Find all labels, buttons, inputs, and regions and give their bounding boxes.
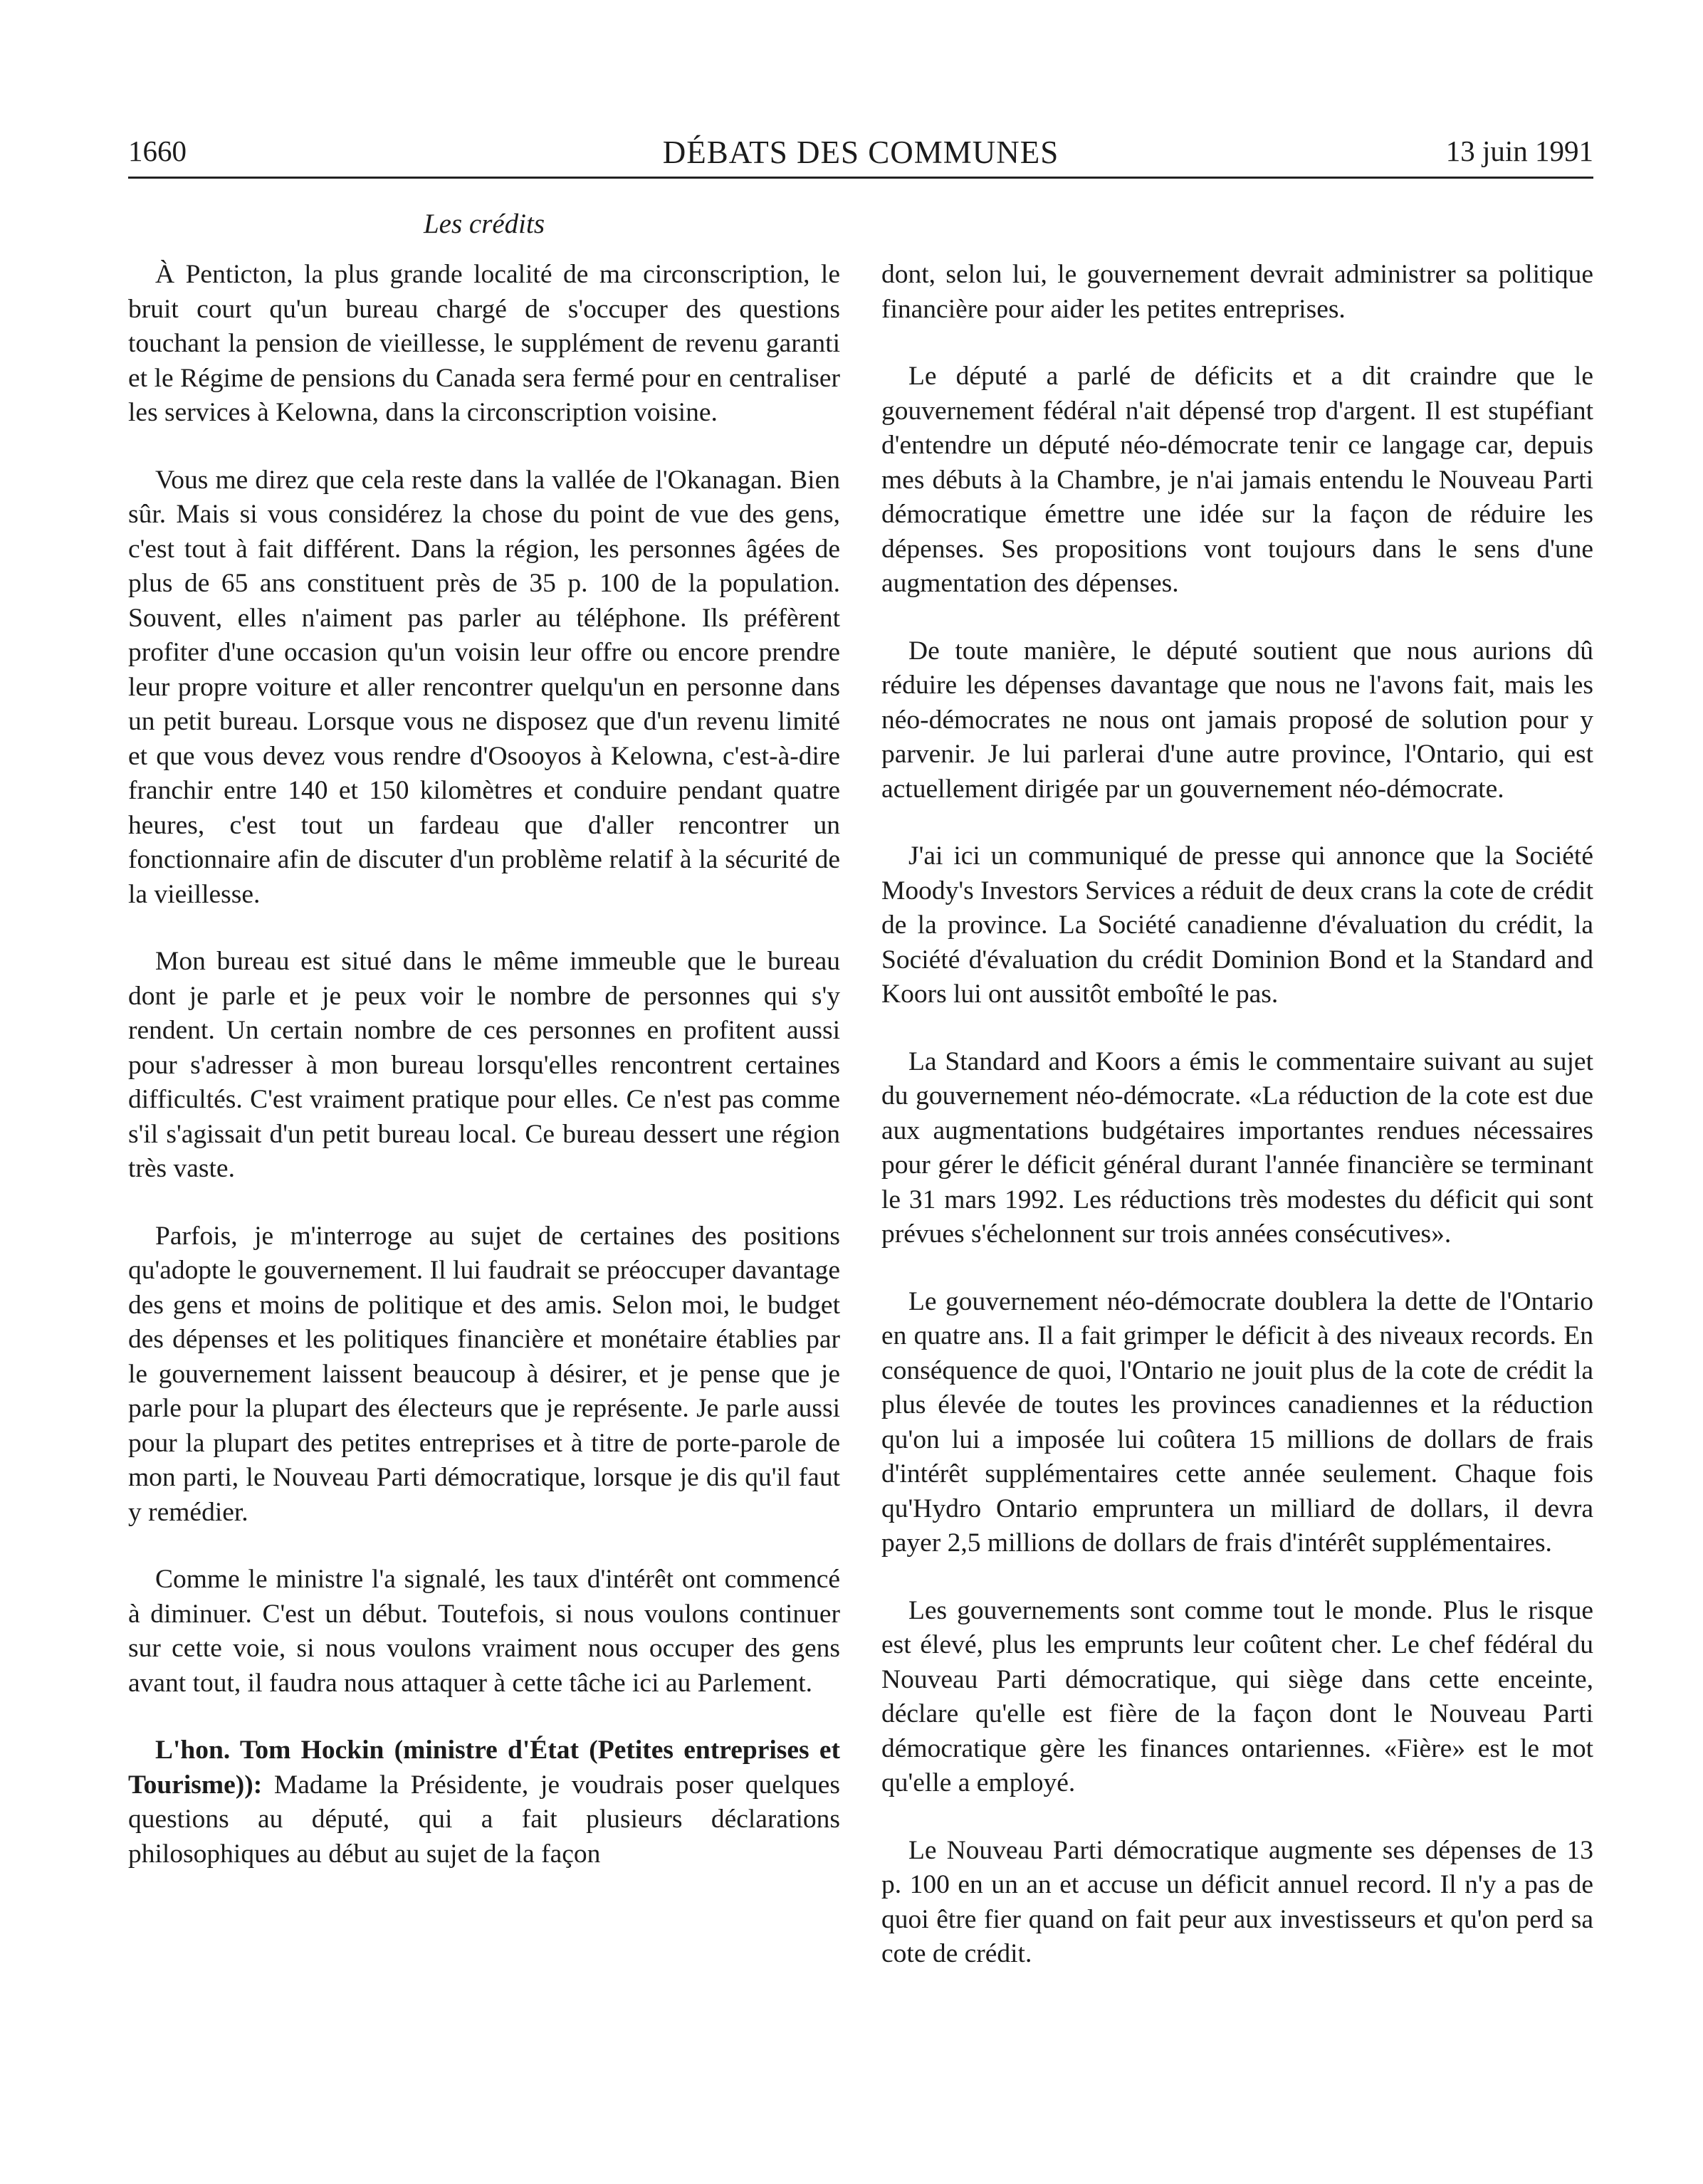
- paragraph: Parfois, je m'interroge au sujet de certaines des positions qu'adopte le gouvernement. Il lui faudrait se préoccuper davantage des gens et moins de politique et des amis. Selon moi, le budget des dépenses et les politiques financière et monétaire établies par le gouvernement laissent beaucoup à désirer, et je pense que je parle pour la plupart des électeurs que je représente. Je parle aussi pour la plupart des petites entreprises et à titre de porte-parole de mon parti, le Nouveau Parti démocratique, lorsque je dis qu'il faut y remédier.: [128, 1221, 840, 1527]
- paragraph: Les gouvernements sont comme tout le monde. Plus le risque est élevé, plus les emprunts leur coûtent cher. Le chef fédéral du Nouveau Parti démocratique, qui siège dans cette enceinte, déclare qu'elle est fière de la façon dont le Nouveau Parti démocratique gère les finances ontariennes. «Fière» est le mot qu'elle a employé.: [881, 1595, 1593, 1797]
- paragraph: Vous me direz que cela reste dans la vallée de l'Okanagan. Bien sûr. Mais si vous considérez la chose du point de vue des gens, c'est tout à fait différent. Dans la région, les personnes âgées de plus de 65 ans constituent près de 35 p. 100 de la population. Souvent, elles n'aiment pas parler au téléphone. Ils préfèrent profiter d'une occasion qu'un voisin leur offre ou encore prendre leur propre voiture et aller rencontrer quelqu'un en personne dans un petit bureau. Lorsque vous ne disposez que d'un revenu limité et que vous devez vous rendre d'Osooyos à Kelowna, c'est-à-dire franchir entre 140 et 150 kilomètres et conduire pendant quatre heures, c'est tout un fardeau que d'aller rencontrer un fonctionnaire afin de discuter d'un problème relatif à la sécurité de la vieillesse.: [128, 465, 840, 909]
- paragraph: Comme le ministre l'a signalé, les taux d'intérêt ont commencé à diminuer. C'est un début. Toutefois, si nous voulons continuer sur cette voie, si nous voulons vraiment nous occuper des gens avant tout, il faudra nous attaquer à cette tâche ici au Parlement.: [128, 1565, 840, 1698]
- paragraph: La Standard and Koors a émis le commentaire suivant au sujet du gouvernement néo-démocrate. «La réduction de la cote est due aux augmentations budgétaires importantes rendues nécessaires pour gérer le déficit général durant l'année financière se terminant le 31 mars 1992. Les réductions très modestes du déficit qui sont prévues s'échelonnent sur trois années consécutives».: [881, 1046, 1593, 1249]
- paragraph: dont, selon lui, le gouvernement devrait administrer sa politique financière pour aider les petites entreprises.: [881, 260, 1593, 324]
- left-column: [128, 258, 840, 1871]
- page-number: 1660: [128, 135, 187, 167]
- speech-paragraph: [128, 1733, 840, 1871]
- right-column: [881, 258, 1593, 1972]
- paragraph: Le Nouveau Parti démocratique augmente ses dépenses de 13 p. 100 en un an et accuse un déficit annuel record. Il n'y a pas de quoi être fier quand on fait peur aux investisseurs et qu'on perd sa cote de crédit.: [881, 1835, 1593, 1968]
- page-header: [128, 134, 1593, 179]
- paragraph: Le député a parlé de déficits et a dit craindre que le gouvernement fédéral n'ait dépensé trop d'argent. Il est stupéfiant d'entendre un député néo-démocrate tenir ce langage car, depuis mes débuts à la Chambre, je n'ai jamais entendu le Nouveau Parti démocratique émettre une idée sur la façon de réduire les dépenses. Ses propositions vont toujours dans le sens d'une augmentation des dépenses.: [881, 362, 1593, 598]
- paragraph: De toute manière, le député soutient que nous aurions dû réduire les dépenses davantage que nous ne l'avons fait, mais les néo-démocrates ne nous ont jamais proposé de solution pour y parvenir. Je lui parlerai d'une autre province, l'Ontario, qui est actuellement dirigée par un gouvernement néo-démocrate.: [881, 636, 1593, 804]
- publication-title: DÉBATS DES COMMUNES: [662, 135, 1059, 170]
- section-title: Les crédits: [423, 209, 545, 239]
- paragraph: Le gouvernement néo-démocrate doublera la dette de l'Ontario en quatre ans. Il a fait grimper le déficit à des niveaux records. En conséquence de quoi, l'Ontario ne jouit plus de la cote de crédit la plus élevée de toutes les provinces canadiennes et la réduction qu'on lui a imposée lui coûtera 15 millions de dollars de frais d'intérêt supplémentaires cette année seulement. Chaque fois qu'Hydro Ontario empruntera un milliard de dollars, il devra payer 2,5 millions de dollars de frais d'intérêt supplémentaires.: [881, 1286, 1593, 1558]
- speaker-name: L'hon. Tom Hockin (ministre d'État (Petites entreprises et Tourisme)):: [128, 1736, 840, 1800]
- paragraph: À Penticton, la plus grande localité de ma circonscription, le bruit court qu'un bureau chargé de s'occuper des questions touchant la pension de vieillesse, le supplément de revenu garanti et le Régime de pensions du Canada sera fermé pour en centraliser les services à Kelowna, dans la circonscription voisine.: [128, 260, 840, 427]
- paragraph: J'ai ici un communiqué de presse qui annonce que la Société Moody's Investors Services a réduit de deux crans la cote de crédit de la province. La Société canadienne d'évaluation du crédit, la Société d'évaluation du crédit Dominion Bond et la Standard and Koors lui ont aussitôt emboîté le pas.: [881, 841, 1593, 1009]
- paragraph: Mon bureau est situé dans le même immeuble que le bureau dont je parle et je peux voir le nombre de personnes qui s'y rendent. Un certain nombre de ces personnes en profitent aussi pour s'adresser à mon bureau lorsqu'elles rencontrent certaines difficultés. C'est vraiment pratique pour elles. Ce n'est pas comme s'il s'agissait d'un petit bureau local. Ce bureau dessert une région très vaste.: [128, 947, 840, 1183]
- speech-text: Madame la Présidente, je voudrais poser quelques questions au député, qui a fait plusieurs déclarations philosophiques au début au sujet de la façon: [128, 1770, 840, 1869]
- publication-date: 13 juin 1991: [1445, 135, 1593, 167]
